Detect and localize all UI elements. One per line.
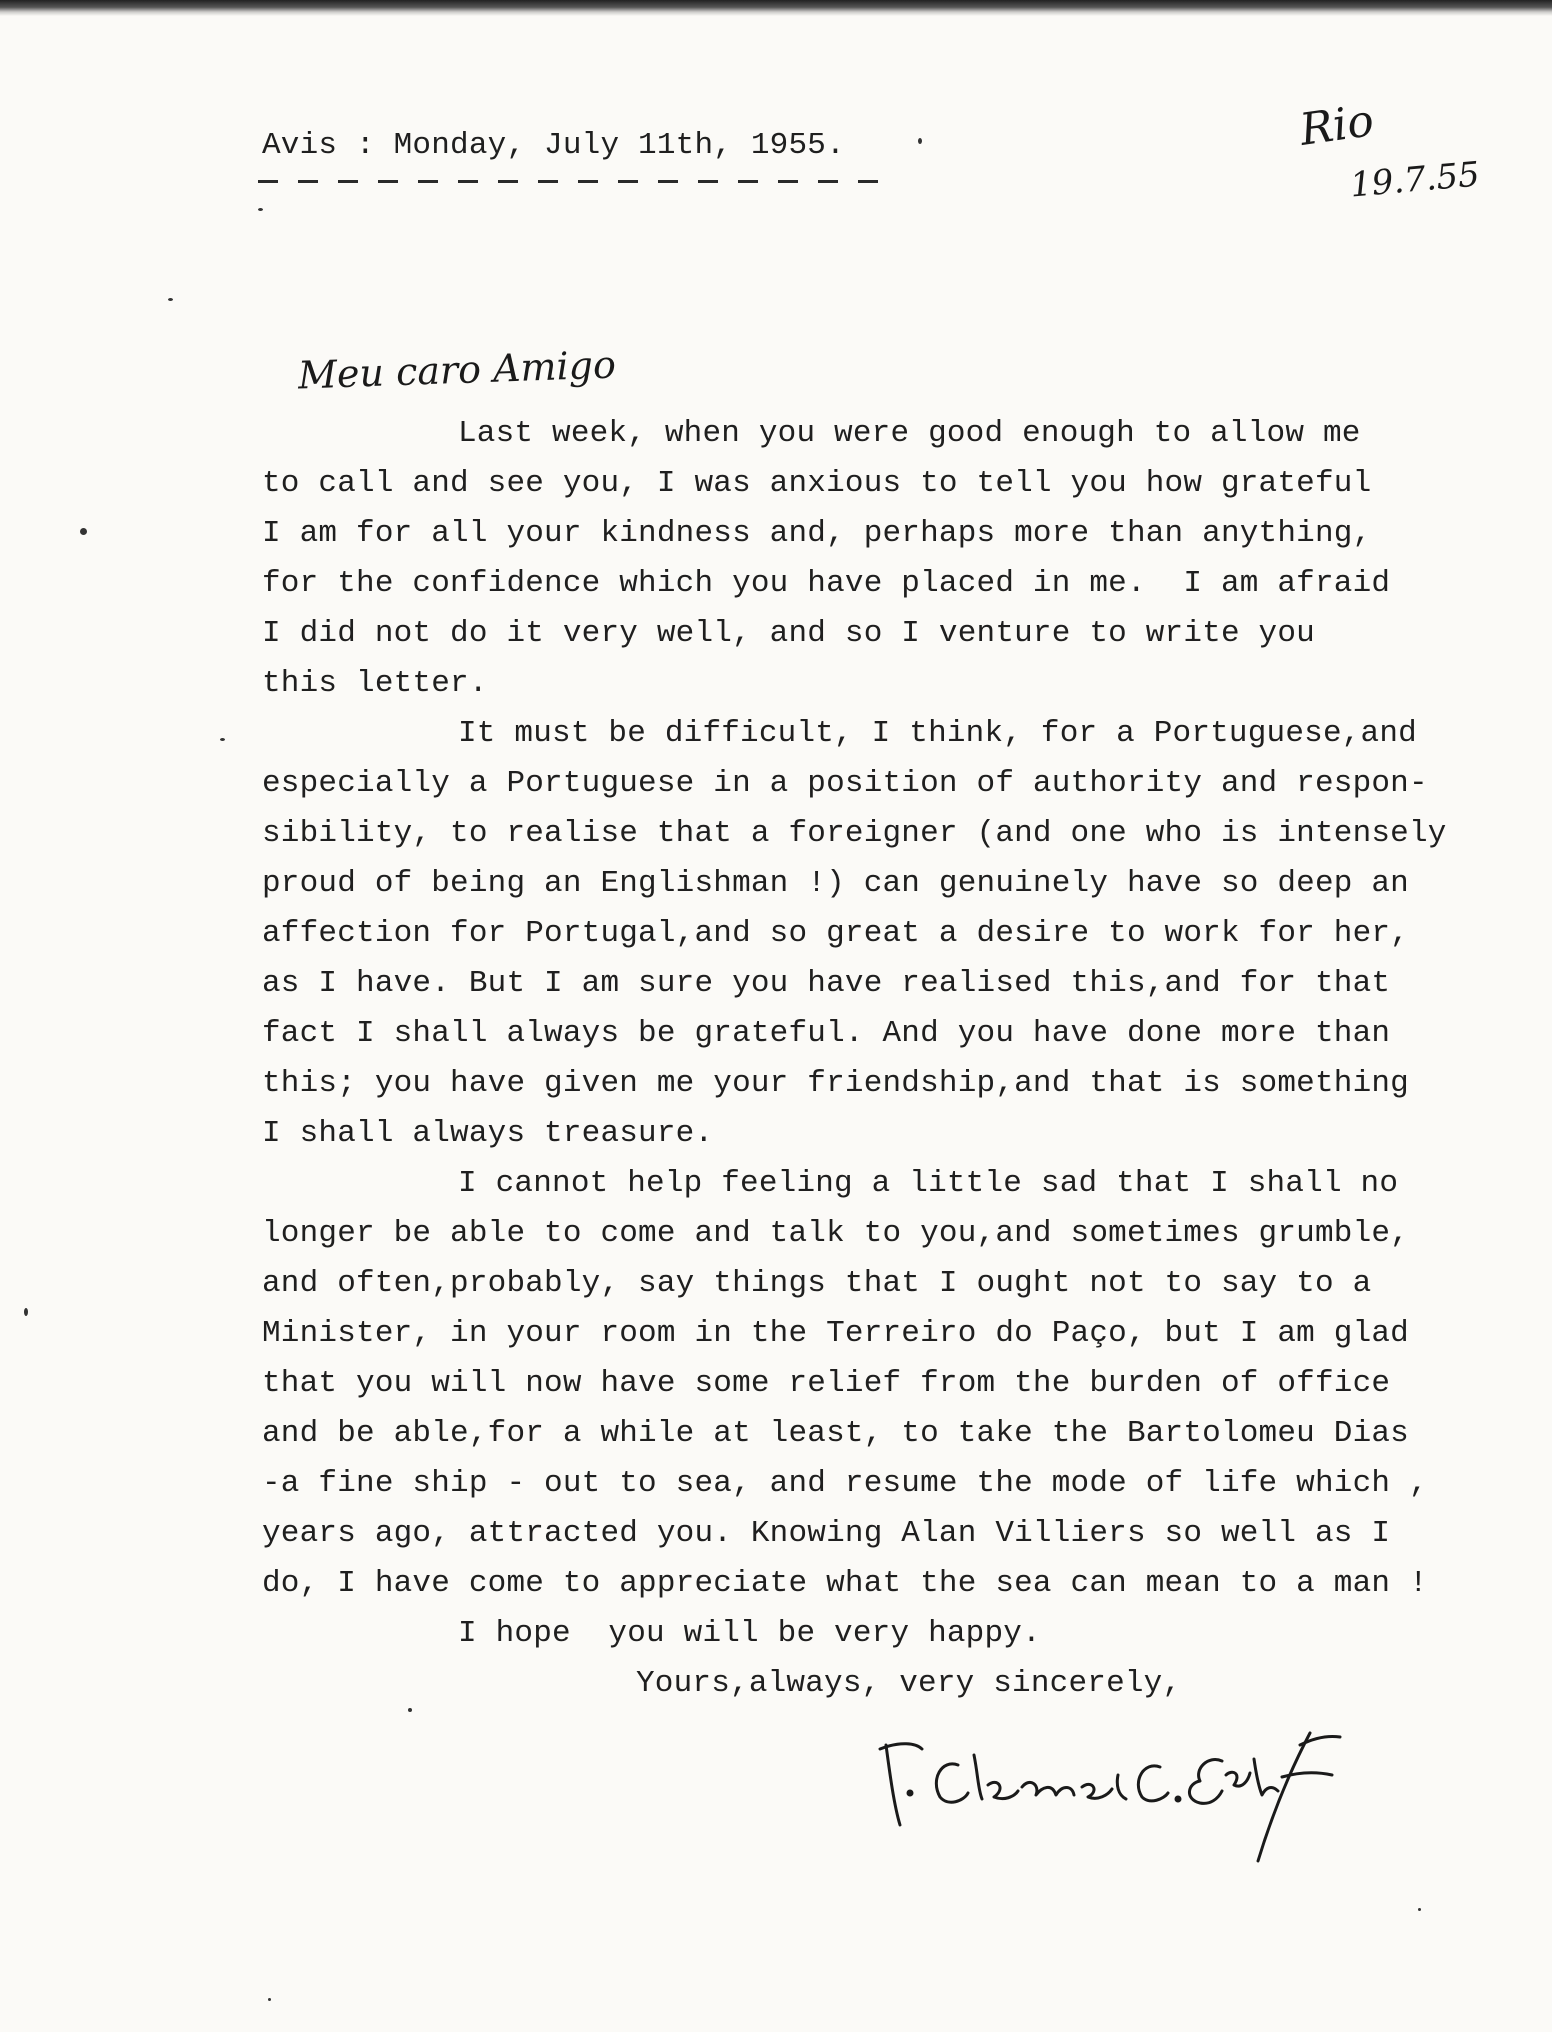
- letter-line: that you will now have some relief from the burden of office: [262, 1366, 1391, 1401]
- letter-line: and be able,for a while at least, to take the Bartolomeu Dias: [262, 1416, 1409, 1451]
- letter-line: as I have. But I am sure you have realised this,and for that: [262, 966, 1391, 1001]
- closing-wish: I hope you will be very happy.: [458, 1616, 1041, 1651]
- letter-line: I cannot help feeling a little sad that I shall no: [458, 1166, 1399, 1201]
- scan-speck: [24, 1308, 28, 1316]
- letter-line: Minister, in your room in the Terreiro do Paço, but I am glad: [262, 1316, 1409, 1351]
- handwritten-signature: [870, 1715, 1350, 1865]
- letter-line: affection for Portugal,and so great a desire to work for her,: [262, 916, 1409, 951]
- letter-line: sibility, to realise that a foreigner (and one who is intensely: [262, 816, 1447, 851]
- scan-speck: [80, 528, 87, 535]
- received-date: 19.7.55: [1348, 154, 1482, 206]
- letter-line: longer be able to come and talk to you,and sometimes grumble,: [262, 1216, 1409, 1251]
- letter-line: this; you have given me your friendship,and that is something: [262, 1066, 1409, 1101]
- scan-speck: [408, 1708, 412, 1712]
- scan-speck: [1418, 1908, 1421, 1911]
- dateline: Avis : Monday, July 11th, 1955.: [262, 128, 845, 163]
- letter-line: fact I shall always be grateful. And you have done more than: [262, 1016, 1391, 1051]
- scan-speck: [258, 208, 263, 211]
- letter-line: to call and see you, I was anxious to tell you how grateful: [262, 466, 1372, 501]
- valediction: Yours,always, very sincerely,: [636, 1666, 1182, 1701]
- dateline-underline: [258, 180, 880, 183]
- scan-speck: [168, 298, 173, 301]
- letter-line: do, I have come to appreciate what the sea can mean to a man !: [262, 1566, 1428, 1601]
- letter-line: and often,probably, say things that I ought not to say to a: [262, 1266, 1372, 1301]
- letter-line: Last week, when you were good enough to allow me: [458, 416, 1361, 451]
- letter-line: years ago, attracted you. Knowing Alan Villiers so well as I: [262, 1516, 1391, 1551]
- letter-line: It must be difficult, I think, for a Portuguese,and: [458, 716, 1417, 751]
- letter-line: especially a Portuguese in a position of authority and respon-: [262, 766, 1428, 801]
- letter-line: this letter.: [262, 666, 488, 701]
- scan-speck: [220, 738, 225, 741]
- greeting: Meu caro Amigo: [297, 342, 617, 398]
- received-mark: Rio: [1296, 95, 1377, 156]
- scan-speck: [918, 138, 922, 144]
- scan-speck: [268, 1998, 271, 2001]
- letter-line: proud of being an Englishman !) can genuinely have so deep an: [262, 866, 1409, 901]
- letter-line: -a fine ship - out to sea, and resume the mode of life which ,: [262, 1466, 1428, 1501]
- letter-line: I shall always treasure.: [262, 1116, 714, 1151]
- letter-line: I did not do it very well, and so I venture to write you: [262, 616, 1315, 651]
- letter-line: for the confidence which you have placed in me. I am afraid: [262, 566, 1391, 601]
- letter-line: I am for all your kindness and, perhaps more than anything,: [262, 516, 1372, 551]
- scan-edge: [0, 0, 1552, 16]
